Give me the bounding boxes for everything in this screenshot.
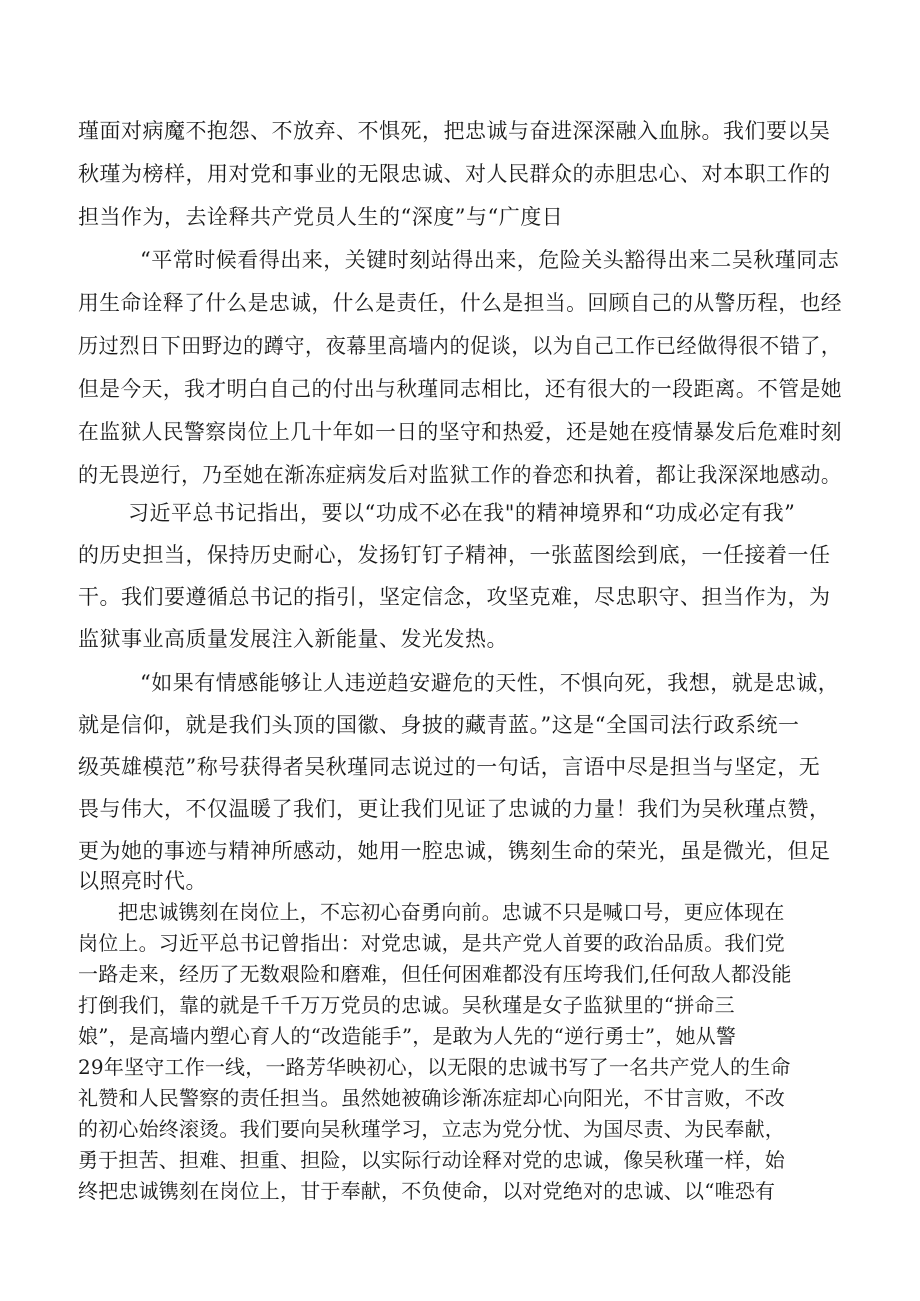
paragraph-4-line-5: 更为她的事迹与精神所感动，她用一腔忠诚，镌刻生命的荣光，虽是微光，但足 [78,839,831,863]
paragraph-2-line-2: 用生命诠释了什么是忠诚，什么是责任，什么是担当。回顾自己的从警历程，也经 [78,291,843,315]
paragraph-5-line-2: 岗位上。习近平总书记曾指出：对党忠诚，是共产党人首要的政治品质。我们党 [78,931,785,955]
paragraph-1-line-1: 瑾面对病魔不抱怨、不放弃、不惧死，把忠诚与奋进深深融入血脉。我们要以吴 [78,119,831,143]
paragraph-5-line-9: 勇于担苦、担难、担重、担险，以实际行动诠释对党的忠诚，像吴秋瑾一样，始 [78,1148,785,1172]
paragraph-5-line-5: 娘”，是高墙内塑心育人的“改造能手”，是敢为人先的“逆行勇士”，她从警 [78,1024,737,1048]
paragraph-2-line-5: 在监狱人民警察岗位上几十年如一日的坚守和热爱，还是她在疫情暴发后危难时刻 [78,420,843,444]
paragraph-3-line-2: 的历史担当，保持历史耐心，发扬钉钉子精神，一张蓝图绘到底，一任接着一任 [78,543,831,567]
paragraph-2-line-4: 但是今天，我才明白自己的付出与秋瑾同志相比，还有很大的一段距离。不管是她 [78,377,843,401]
paragraph-2-line-6: 的无畏逆行，乃至她在渐冻症病发后对监狱工作的眷恋和执着，都让我深深地感动。 [78,463,842,487]
paragraph-4-line-2: 就是信仰，就是我们头顶的国徽、身披的藏青蓝。”这是“全国司法行政系统一 [78,713,800,737]
paragraph-2-line-1: “平常时候看得出来，关键时刻站得出来，危险关头豁得出来二吴秋瑾同志 [140,248,840,272]
paragraph-5-line-8: 的初心始终滚烫。我们要向吴秋瑾学习，立志为党分忧、为国尽责、为民奉献， [78,1117,785,1141]
paragraph-5-line-4: 打倒我们，靠的就是千千万万党员的忠诚。吴秋瑾是女子监狱里的“拼命三 [78,993,735,1017]
paragraph-4-line-6: 以照亮时代。 [78,869,207,893]
paragraph-4-line-3: 级英雄模范”称号获得者吴秋瑾同志说过的一句话，言语中尽是担当与坚定，无 [78,755,821,779]
paragraph-5-line-6: 29年坚守工作一线，一路芳华映初心，以无限的忠诚书写了一名共产党人的生命 [78,1055,791,1079]
paragraph-4-line-1: “如果有情感能够让人违逆趋安避危的天性，不惧向死，我想，就是忠诚， [140,671,840,695]
paragraph-1-line-3: 担当作为，去诠释共产党员人生的“深度”与“广度日 [78,205,564,229]
paragraph-2-line-3: 历过烈日下田野边的蹲守，夜幕里高墙内的促谈，以为自己工作已经做得很不错了， [78,334,842,358]
paragraph-5-line-1: 把忠诚镌刻在岗位上，不忘初心奋勇向前。忠诚不只是喊口号，更应体现在 [118,900,785,924]
paragraph-5-line-10: 终把忠诚镌刻在岗位上，甘于奉献，不负使命，以对党绝对的忠诚、以“唯恐有 [78,1179,776,1203]
paragraph-5-line-7: 礼赞和人民警察的责任担当。虽然她被确诊渐冻症却心向阳光，不甘言败，不改 [78,1086,785,1110]
paragraph-5-line-3: 一路走来，经历了无数艰险和磨难，但任何困难都没有压垮我们,任何敌人都没能 [78,962,792,986]
paragraph-4-line-4: 畏与伟大，不仅温暖了我们，更让我们见证了忠诚的力量！我们为吴秋瑾点赞， [78,797,831,821]
paragraph-3-line-4: 监狱事业高质量发展注入新能量、发光发热。 [78,627,508,651]
paragraph-3-line-1: 习近平总书记指出，要以“功成不必在我"的精神境界和“功成必定有我” [128,501,796,525]
paragraph-1-line-2: 秋瑾为榜样，用对党和事业的无限忠诚、对人民群众的赤胆忠心、对本职工作的 [78,162,831,186]
paragraph-3-line-3: 干。我们要遵循总书记的指引，坚定信念，攻坚克难，尽忠职守、担当作为，为 [78,585,831,609]
